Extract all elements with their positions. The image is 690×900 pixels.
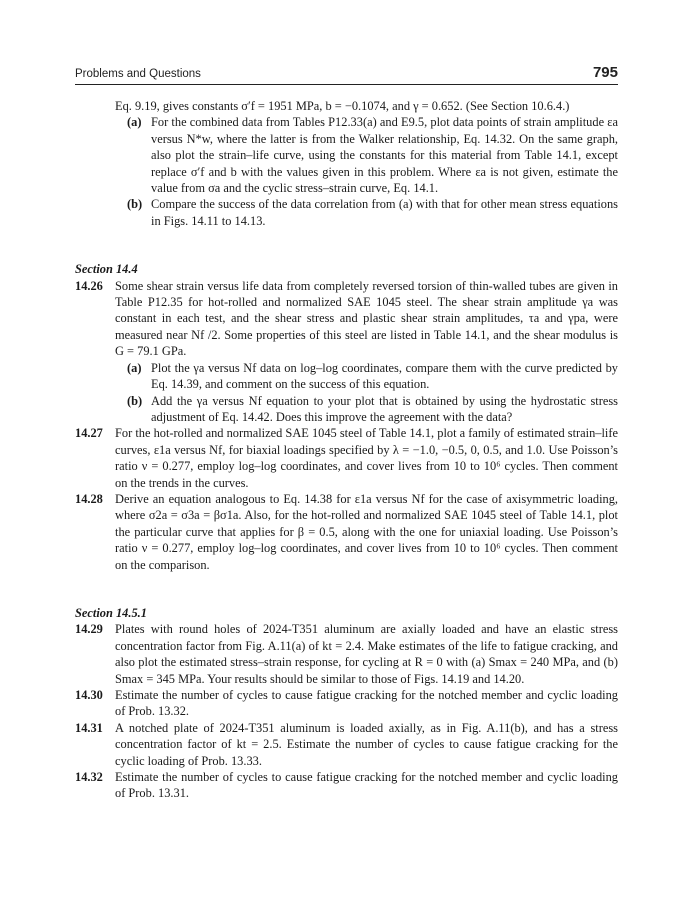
page-header: [75, 64, 618, 85]
problem-14-27: [75, 425, 618, 491]
intro-part-b: [75, 196, 618, 229]
problem-text: Estimate the number of cycles to cause fatigue cracking for the notched member and cyclic loading of Prob. 13.31.: [115, 770, 618, 801]
problem-text: Some shear strain versus life data from completely reversed torsion of thin-walled tubes are given in Table P12.35 for hot-rolled and normalized SAE 1045 steel. The shear strain amplitude γa was constant in each test, and the shear stress and plastic shear strain amplitudes, τa and γpa, were measured near Nf /2. Some properties of this steel are listed in Table 14.1, and the shear modulus is G = 79.1 GPa.: [115, 278, 618, 359]
problem-14-29: [75, 621, 618, 687]
problem-number: 14.29: [75, 622, 103, 637]
problem-text: Plates with round holes of 2024-T351 aluminum are axially loaded and have an elastic stress concentration factor from Fig. A.11(a) of kt = 2.4. Make estimates of the life to fatigue cracking, and also plot the estimated stress–strain response, for cycling at R = 0 with (a) Smax = 240 MPa, and (b) Smax = 345 MPa. Your results should be similar to those of Figs. 14.19 and 14.20.: [115, 622, 618, 686]
problem-text: Estimate the number of cycles to cause fatigue cracking for the notched member and cyclic loading of Prob. 13.32.: [115, 688, 618, 719]
problem-number: 14.32: [75, 770, 103, 785]
problem-text: Derive an equation analogous to Eq. 14.38 for ε1a versus Nf for the case of axisymmetric loading, where σ2a = σ3a = βσ1a. Also, for the hot-rolled and normalized SAE 1045 steel of Table 14.1, plot the particular curve that applies for β = 0.5, along with the one for uniaxial loading. Use Poisson’s ratio ν = 0.277, employ log–log coordinates, and cover lives from 10 to 10⁶ cycles. Then comment on the comparison.: [115, 491, 618, 572]
running-title: Problems and Questions: [75, 68, 201, 80]
problem-number: 14.27: [75, 426, 103, 441]
problem-text: A notched plate of 2024-T351 aluminum is loaded axially, as in Fig. A.11(b), and has a stress concentration factor of kt = 2.5. Estimate the number of cycles to cause fatigue cracking for the cyclic loading of Prob. 13.33.: [115, 720, 618, 768]
part-text: Add the γa versus Nf equation to your plot that is obtained by using the hydrostatic stress adjustment of Eq. 14.42. Does this improve the agreement with the data?: [151, 393, 618, 424]
part-text: Compare the success of the data correlation from (a) with that for other mean stress equations in Figs. 14.11 to 14.13.: [151, 197, 618, 228]
part-label: (b): [127, 393, 143, 408]
page-number: 795: [592, 64, 618, 81]
part-label: (b): [127, 197, 143, 212]
problem-number: 14.26: [75, 278, 103, 293]
intro-part-a: [75, 114, 618, 196]
problem-14-32: [75, 769, 618, 802]
part-label: (a): [127, 360, 142, 375]
intro-continuation: Eq. 9.19, gives constants σ′f = 1951 MPa, b = −0.1074, and γ = 0.652. (See Section 10.6.4.): [115, 99, 570, 113]
problem-14-26: [75, 278, 618, 360]
section-heading-14-4: Section 14.4: [75, 262, 138, 277]
section-heading-14-5-1: Section 14.5.1: [75, 605, 147, 620]
part-text: Plot the γa versus Nf data on log–log coordinates, compare them with the curve predicted by Eq. 14.39, and comment on the success of this equation.: [151, 360, 618, 392]
problem-text: For the hot-rolled and normalized SAE 1045 steel of Table 14.1, plot a family of estimated strain–life curves, ε1a versus Nf, for biaxial loadings specified by λ = −1.0, −0.5, 0, 0.5, and 1.0. Use Poisson’s ratio ν = 0.277, employ log–log coordinates, and cover lives from 10 to 10⁶ cycles. Then comment on the trends in the curves.: [115, 426, 618, 490]
part-text: For the combined data from Tables P12.33(a) and E9.5, plot data points of strain amplitude εa versus N*w, where the latter is from the Walker relationship, Eq. 14.32. On the same graph, also plot the strain–life curve, using the constants for this material from Table 14.1, except replace σ′f and b with the values given in this problem. Where εa is not given, estimate the value from σa and the cyclic stress–strain curve, Eq. 14.1.: [151, 115, 618, 196]
problem-14-28: [75, 491, 618, 573]
part-label: (a): [127, 115, 142, 130]
problem-14-31: [75, 720, 618, 769]
problem-number: 14.31: [75, 720, 103, 735]
page-body: [75, 98, 618, 802]
problem-number: 14.30: [75, 688, 103, 702]
problem-14-26-part-a: [75, 360, 618, 393]
problem-14-26-part-b: [75, 393, 618, 426]
problem-14-30: [75, 687, 618, 720]
problem-number: 14.28: [75, 491, 103, 506]
